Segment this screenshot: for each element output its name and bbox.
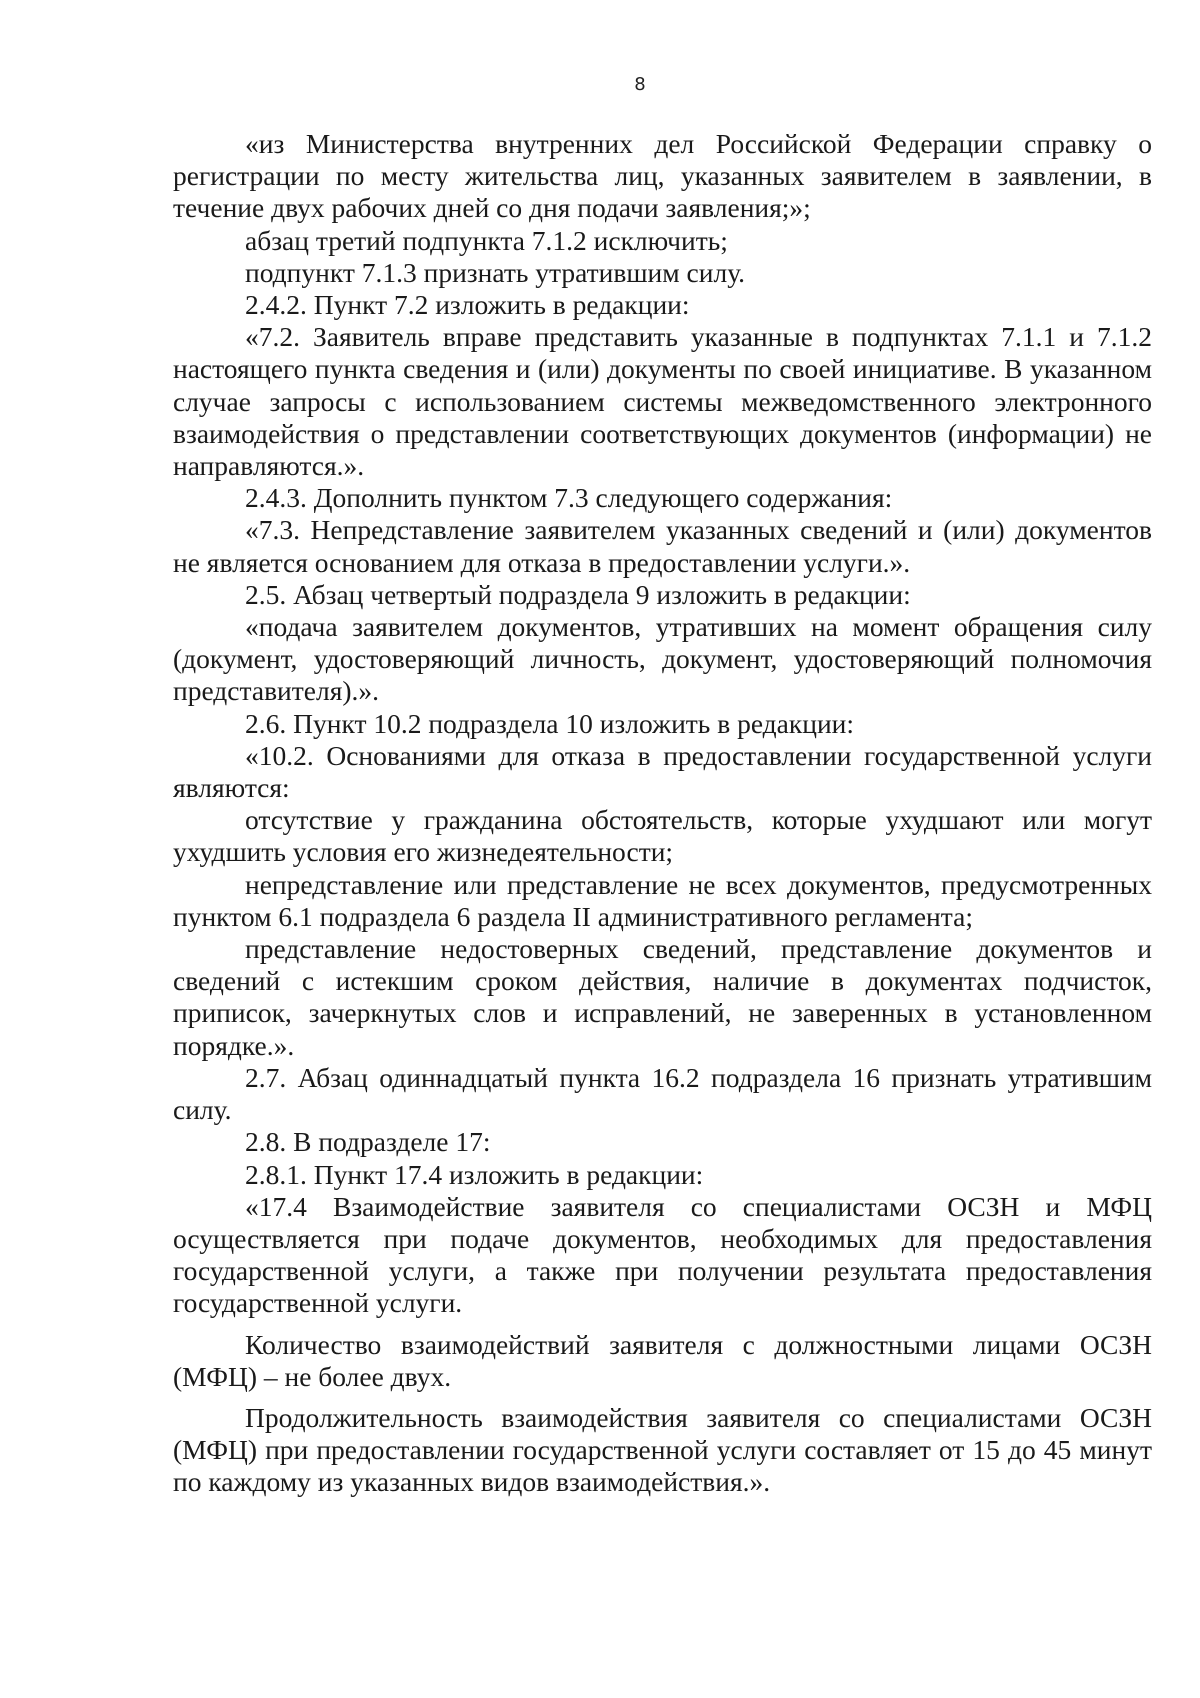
document-body [173,128,1152,1499]
paragraph: Количество взаимодействий заявителя с должностными лицами ОСЗН (МФЦ) – не более двух. [173,1328,1152,1392]
paragraph: отсутствие у гражданина обстоятельств, которые ухудшают или могут ухудшить условия его жизнедеятельности; [173,804,1152,868]
paragraph: «из Министерства внутренних дел Российской Федерации справку о регистрации по месту жительства лиц, указанных заявителем в заявлении, в течение двух рабочих дней со дня подачи заявления;»; [173,128,1152,224]
paragraph: представление недостоверных сведений, представление документов и сведений с истекшим сроком действия, наличие в документах подчисток, приписок, зачеркнутых слов и исправлений, не заверенных в установленном порядке.». [173,933,1152,1061]
paragraph: «подача заявителем документов, утративших на момент обращения силу (документ, удостоверяющий личность, документ, удостоверяющий полномочия представителя).». [173,611,1152,707]
paragraph: 2.6. Пункт 10.2 подраздела 10 изложить в редакции: [245,707,855,739]
paragraph: 2.4.2. Пункт 7.2 изложить в редакции: [245,289,690,321]
paragraph: 2.8. В подразделе 17: [245,1126,491,1158]
paragraph: 2.7. Абзац одиннадцатый пункта 16.2 подраздела 16 признать утратившим силу. [173,1061,1152,1126]
paragraph: 2.4.3. Дополнить пунктом 7.3 следующего содержания: [245,482,893,514]
paragraph: «10.2. Основаниями для отказа в предоставлении государственной услуги являются: [173,739,1152,804]
page-number: 8 [634,74,646,95]
paragraph: подпункт 7.1.3 признать утратившим силу. [245,256,746,288]
paragraph: «17.4 Взаимодействие заявителя со специалистами ОСЗН и МФЦ осуществляется при подаче документов, необходимых для предоставления государственной услуги, а также при получении результата предоставления государственной услуги. [173,1190,1152,1319]
paragraph: «7.3. Непредставление заявителем указанных сведений и (или) документов не является основанием для отказа в предоставлении услуги.». [173,514,1152,578]
paragraph: абзац третий подпункта 7.1.2 исключить; [245,224,728,256]
paragraph: Продолжительность взаимодействия заявителя со специалистами ОСЗН (МФЦ) при предоставлении государственной услуги составляет от 15 до 45 минут по каждому из указанных видов взаимодействия.». [173,1401,1152,1498]
paragraph: 2.5. Абзац четвертый подраздела 9 изложить в редакции: [245,578,911,610]
paragraph: непредставление или представление не всех документов, предусмотренных пунктом 6.1 подраздела 6 раздела II административного регламента; [173,868,1152,932]
paragraph: 2.8.1. Пункт 17.4 изложить в редакции: [245,1158,704,1190]
paragraph: «7.2. Заявитель вправе представить указанные в подпунктах 7.1.1 и 7.1.2 настоящего пункта сведения и (или) документы по своей инициативе. В указанном случае запросы с использованием системы межведомственного электронного взаимодействия о представлении соответствующих документов (информации) не направляются.». [173,321,1152,482]
